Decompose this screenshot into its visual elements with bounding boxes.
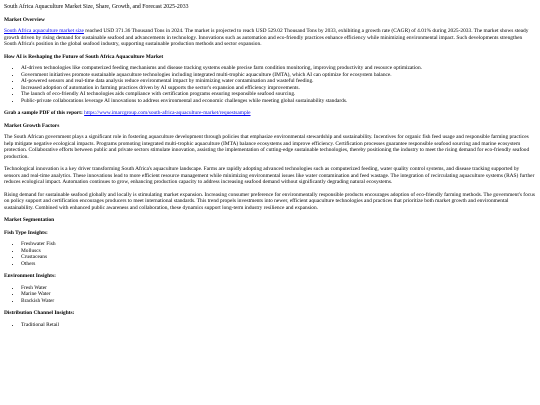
- list-item: • Public-private collaborations leverage AI innovations to address environmental and economic challenges while meeting global sustainability standards.: [21, 98, 536, 105]
- sample-link[interactable]: https://www.imarcgroup.com/south-africa-aquaculture-market/requestsample: [84, 110, 251, 116]
- list-item: • Crustaceans: [21, 254, 536, 261]
- growth-paragraph-2: Technological innovation is a key driver transforming South Africa's aquaculture landscape. Farms are rapidly adopting advanced technologies such as computerized feeding, water quality control systems, and disease tracking supported by sensors and real-time analytics. These innovations lead to more efficient resource management while minimizing environmental issues like water contamination and feed wastage. The integration of recirculating aquaculture systems (RAS) further reduces ecological impact. Automation continues to grow, enhancing production capacity to address increasing seafood demand without significantly degrading natural ecosystems.: [4, 166, 535, 185]
- overview-heading: Market Overview: [4, 16, 45, 23]
- list-item: • Brackish Water: [21, 298, 536, 305]
- list-item: • Freshwater Fish: [21, 241, 536, 248]
- segmentation-heading: Market Segmentation: [4, 217, 55, 223]
- fish-type-heading: Fish Type Insights:: [4, 229, 48, 236]
- sample-line: [4, 110, 536, 117]
- list-item: • AI-powered sensors and real-time data analysis reduce environmental impact by minimizing water contamination and wasteful feeding.: [21, 78, 536, 85]
- document-title: South Africa Aquaculture Market Size, Share, Growth, and Forecast 2025-2033: [4, 4, 189, 10]
- ai-list: [4, 65, 536, 104]
- growth-paragraph-3: Rising demand for sustainable seafood globally and locally is stimulating market expansion. Increasing consumer preference for environmentally responsible products encourages adoption of eco-friendly farming methods. The government's focus on policy support and certification encourages producers to meet international standards. This trend propels investments into newer, efficient aquaculture technologies and practices that prioritize both market growth and environmental sustainability. Combined with enhanced public awareness and collaboration, these dynamics support long-term industry resilience and expansion.: [4, 191, 535, 211]
- ai-heading: How AI is Reshaping the Future of South Africa Aquaculture Market: [4, 53, 164, 60]
- distribution-list: [4, 322, 536, 329]
- list-item: • The launch of eco-friendly AI technologies aids compliance with certification programs ensuring responsible seafood sourcing.: [21, 91, 536, 98]
- list-item: • Fresh Water: [21, 285, 536, 292]
- list-item: • Increased adoption of automation in farming practices driven by AI supports the sector's expansion and efficiency improvements.: [21, 85, 536, 92]
- list-item: • AI-driven technologies like computerized feeding mechanisms and disease tracking systems enable precise farm condition monitoring, improving productivity and resource optimization.: [21, 65, 536, 72]
- overview-paragraph: [4, 28, 536, 48]
- distribution-heading: Distribution Channel Insights:: [4, 310, 75, 316]
- environment-heading: Environment Insights:: [4, 273, 56, 279]
- list-item: • Traditional Retail: [21, 322, 536, 329]
- sample-label: Grab a sample PDF of this report:: [4, 110, 83, 116]
- environment-list: [4, 285, 536, 305]
- growth-paragraph-1: The South African government plays a significant role in fostering aquaculture development through policies that emphasize environmental stewardship and sustainability. Incentives for organic fish feed usage and responsible farming practices help mitigate negative ecological impacts. Programs promoting integrated multi-trophic aquaculture (IMTA) balance ecosystems and improve efficiency. Certification processes guarantee responsible seafood sourcing and marine ecosystem protection. Collaborative efforts between public and private sectors stimulate innovation, assisting the implementation of cutting-edge sustainable technologies, thereby positioning the industry to meet the rising demand for eco-friendly seafood production.: [4, 134, 530, 160]
- fish-type-list: [4, 241, 536, 267]
- growth-heading: Market Growth Factors: [4, 122, 60, 129]
- market-size-link[interactable]: South Africa aquaculture market size: [4, 28, 84, 34]
- list-item: • Government initiatives promote sustainable aquaculture technologies including integrated multi-trophic aquaculture (IMTA), which AI can optimize for ecosystem balance.: [21, 72, 536, 79]
- list-item: • Others: [21, 261, 536, 268]
- list-item: • Molluscs: [21, 248, 536, 255]
- overview-text: reached USD 371.36 Thousand Tons in 2024. The market is projected to reach USD 529.02 Thousand Tons by 2033, exhibiting a growth rate (CAGR) of 4.01% during 2025-2033. The market shows steady growth driven by rising demand for sustainable seafood and advancements in technology. Innovations such as automation and eco-friendly practices enhance efficiency while minimizing environmental impact. Such developments strengthen South Africa's position in the global seafood industry, supporting sustainable production methods and sector expansion.: [4, 28, 529, 47]
- list-item: • Marine Water: [21, 291, 536, 298]
